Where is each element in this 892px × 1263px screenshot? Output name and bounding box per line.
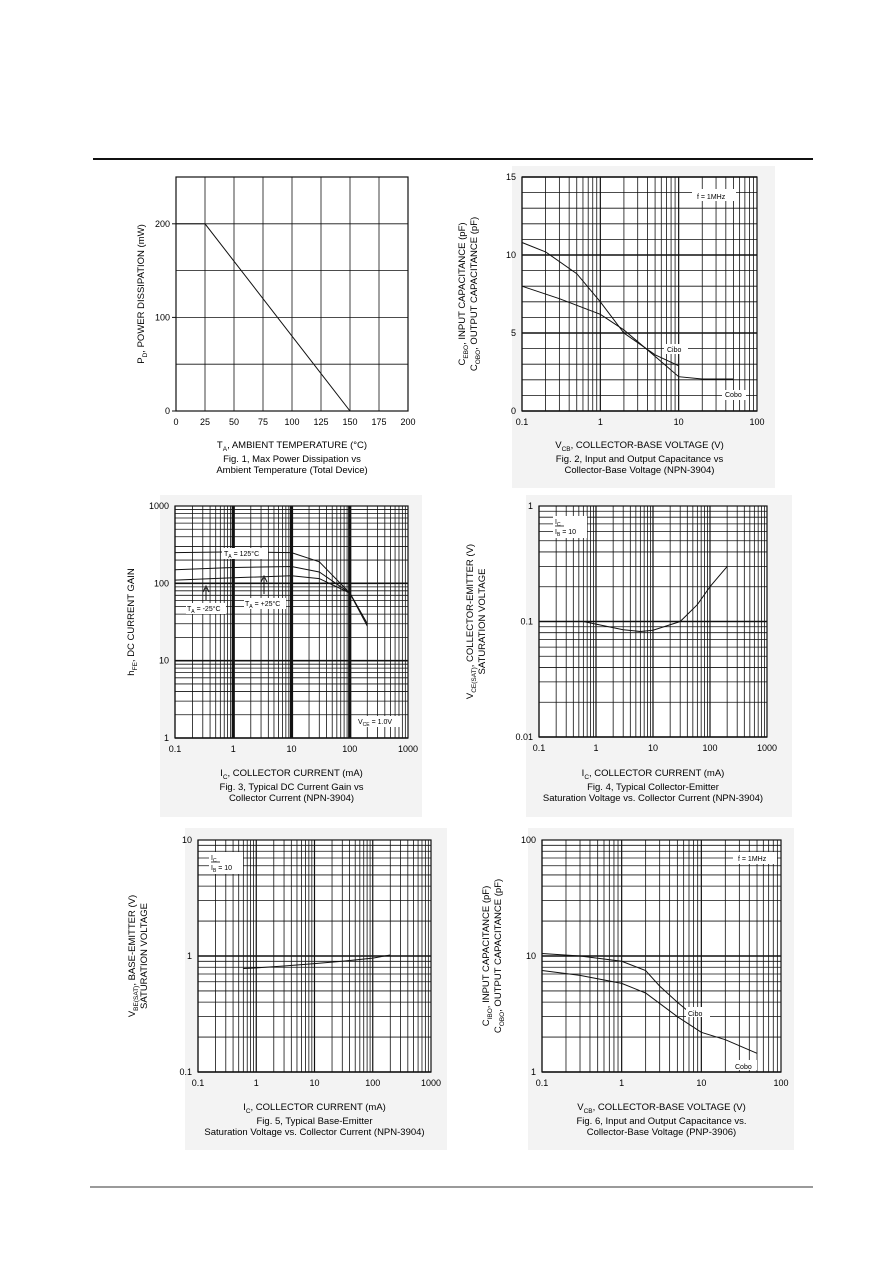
y-tick-label: 200 — [154, 218, 170, 229]
figure-caption: Fig. 6, Input and Output Capacitance vs. — [576, 1116, 747, 1127]
x-tick-label: 1000 — [756, 743, 778, 753]
figure-caption-2: Collector Current (NPN-3904) — [228, 793, 355, 804]
y-tick-label: 100 — [520, 835, 536, 845]
grid — [539, 506, 767, 737]
y-tick-label: 100 — [154, 312, 170, 323]
ratio-denominator: $I_B = 10$ — [211, 865, 233, 874]
y-axis-label-group — [126, 568, 139, 676]
figure-caption-2: Ambient Temperature (Total Device) — [216, 465, 368, 476]
y-axis-label: $P_D$, POWER DISSIPATION (mW) — [136, 224, 149, 364]
y-tick-label: 10 — [505, 250, 516, 260]
series-label-cobo: Cobo — [735, 1064, 752, 1071]
figure-caption: Fig. 1, Max Power Dissipation vs — [223, 454, 361, 465]
ratio-denominator: $I_B = 10$ — [555, 529, 577, 538]
chart-5 — [127, 828, 447, 1150]
y-tick-label: 5 — [510, 328, 516, 338]
x-tick-label: 1 — [230, 744, 236, 754]
y-tick-label: 100 — [153, 578, 169, 589]
y-tick-label: 1 — [163, 733, 169, 743]
y-axis-label-group — [481, 879, 506, 1033]
y-axis-label: $V_{CE(SAT)}$, COLLECTOR-EMITTER (V) — [465, 543, 478, 700]
x-tick-label: 0.1 — [515, 417, 529, 427]
frequency-note: f = 1MHz — [697, 194, 726, 201]
grid — [198, 840, 431, 1072]
x-tick-label: 75 — [257, 417, 269, 427]
ratio-numerator: $I_C$ — [555, 519, 561, 528]
x-tick-label: 10 — [673, 417, 684, 427]
x-tick-label: 175 — [371, 417, 387, 427]
x-tick-label: 100 — [702, 743, 718, 753]
y-axis-label-group — [127, 895, 150, 1017]
x-axis-label: $V_{CB}$, COLLECTOR-BASE VOLTAGE (V) — [577, 1102, 746, 1115]
y-axis-label-2: SATURATION VOLTAGE — [477, 568, 488, 675]
x-tick-label: 1 — [253, 1078, 259, 1088]
y-tick-label: 0.1 — [179, 1067, 192, 1077]
y-axis-label-group — [136, 224, 149, 363]
y-tick-label: 0.1 — [520, 616, 533, 627]
x-tick-label: 100 — [749, 417, 765, 427]
y-axis-label: $h_{FE}$, DC CURRENT GAIN — [126, 568, 139, 676]
vce-note: $V_{CE} = 1.0V$ — [358, 719, 393, 728]
y-axis-label-2: SATURATION VOLTAGE — [139, 903, 150, 1009]
temp-label-minus25: $T_A = -25^\circ C$ — [187, 606, 221, 615]
chart-4 — [465, 495, 792, 817]
y-tick-label: 10 — [181, 835, 192, 845]
y-axis-label-2: $C_{OBO}$, OUTPUT CAPACITANCE (pF) — [469, 216, 482, 372]
x-tick-label: 1 — [593, 743, 599, 753]
y-axis-label: $C_{EBO}$, INPUT CAPACITANCE (pF) — [457, 222, 470, 366]
frequency-note: f = 1MHz — [738, 856, 767, 863]
chart-6 — [481, 828, 794, 1150]
y-tick-label: 1 — [527, 501, 533, 511]
x-axis-label: $I_C$, COLLECTOR CURRENT (mA) — [581, 768, 725, 781]
x-tick-label: 0.1 — [168, 744, 182, 754]
figure-caption: Fig. 5, Typical Base-Emitter — [256, 1116, 373, 1127]
temp-label-125: $T_A = 125^\circ C$ — [224, 551, 260, 560]
y-tick-label: 1 — [530, 1067, 536, 1077]
series-label-cibo: Cibo — [688, 1011, 703, 1018]
x-axis-label: $T_A$, AMBIENT TEMPERATURE (°C) — [216, 440, 368, 453]
ratio-numerator: $I_C$ — [211, 855, 217, 864]
figure-caption: Fig. 4, Typical Collector-Emitter — [587, 782, 719, 793]
x-tick-label: 0.1 — [191, 1078, 205, 1088]
series-label-cobo: Cobo — [725, 392, 742, 399]
x-tick-label: 150 — [342, 417, 358, 427]
y-tick-label: 0.01 — [515, 732, 533, 742]
x-tick-label: 100 — [342, 744, 358, 754]
x-tick-label: 10 — [696, 1078, 707, 1088]
temp-label-25: $T_A = +25^\circ C$ — [245, 601, 281, 610]
x-tick-label: 0.1 — [535, 1078, 549, 1088]
x-axis-label: $V_{CB}$, COLLECTOR-BASE VOLTAGE (V) — [555, 440, 724, 453]
y-tick-label: 1000 — [148, 501, 169, 511]
figure-caption: Fig. 3, Typical DC Current Gain vs — [219, 782, 364, 793]
figure-caption-2: Collector-Base Voltage (NPN-3904) — [564, 465, 715, 476]
chart-1 — [136, 177, 416, 476]
x-axis-label: $I_C$, COLLECTOR CURRENT (mA) — [243, 1102, 386, 1115]
x-tick-label: 0 — [173, 417, 179, 427]
x-tick-label: 1 — [597, 417, 603, 427]
x-tick-label: 50 — [228, 417, 240, 427]
figure-caption: Fig. 2, Input and Output Capacitance vs — [555, 454, 724, 465]
y-axis-label: $C_{IBO}$, INPUT CAPACITANCE (pF) — [481, 885, 494, 1027]
y-axis-label-group — [457, 217, 482, 371]
x-tick-label: 100 — [365, 1078, 381, 1088]
figure-caption-2: Collector-Base Voltage (PNP-3906) — [586, 1127, 737, 1138]
x-tick-label: 10 — [286, 744, 297, 754]
plot-area — [522, 177, 757, 411]
x-tick-label: 10 — [309, 1078, 320, 1088]
x-tick-label: 1000 — [397, 744, 419, 754]
x-tick-label: 1000 — [420, 1078, 442, 1088]
y-tick-label: 10 — [525, 951, 536, 961]
x-tick-label: 100 — [284, 417, 300, 427]
x-tick-label: 1 — [619, 1078, 625, 1088]
chart-3 — [126, 495, 422, 817]
figure-caption-2: Saturation Voltage vs. Collector Current (NPN-3904) — [204, 1127, 425, 1138]
x-tick-label: 100 — [773, 1078, 789, 1088]
y-tick-label: 0 — [164, 406, 170, 416]
x-tick-label: 10 — [647, 743, 659, 753]
y-axis-label-2: $C_{OBO}$, OUTPUT CAPACITANCE (pF) — [493, 878, 506, 1034]
y-tick-label: 10 — [158, 655, 169, 666]
x-tick-label: 125 — [313, 417, 329, 427]
y-tick-label: 15 — [505, 172, 516, 182]
y-tick-label: 0 — [510, 406, 516, 416]
x-axis-label: $I_C$, COLLECTOR CURRENT (mA) — [220, 768, 363, 781]
figure-caption-2: Saturation Voltage vs. Collector Current (NPN-3904) — [542, 793, 764, 804]
x-tick-label: 25 — [199, 417, 211, 427]
x-tick-label: 0.1 — [532, 743, 546, 753]
y-axis-label-group — [465, 544, 488, 699]
y-tick-label: 1 — [186, 951, 192, 961]
x-tick-label: 200 — [400, 417, 416, 427]
chart-2 — [457, 166, 775, 488]
series-label-cibo: Cibo — [667, 347, 682, 354]
y-axis-label: $V_{BE(SAT)}$, BASE-EMITTER (V) — [127, 894, 140, 1018]
